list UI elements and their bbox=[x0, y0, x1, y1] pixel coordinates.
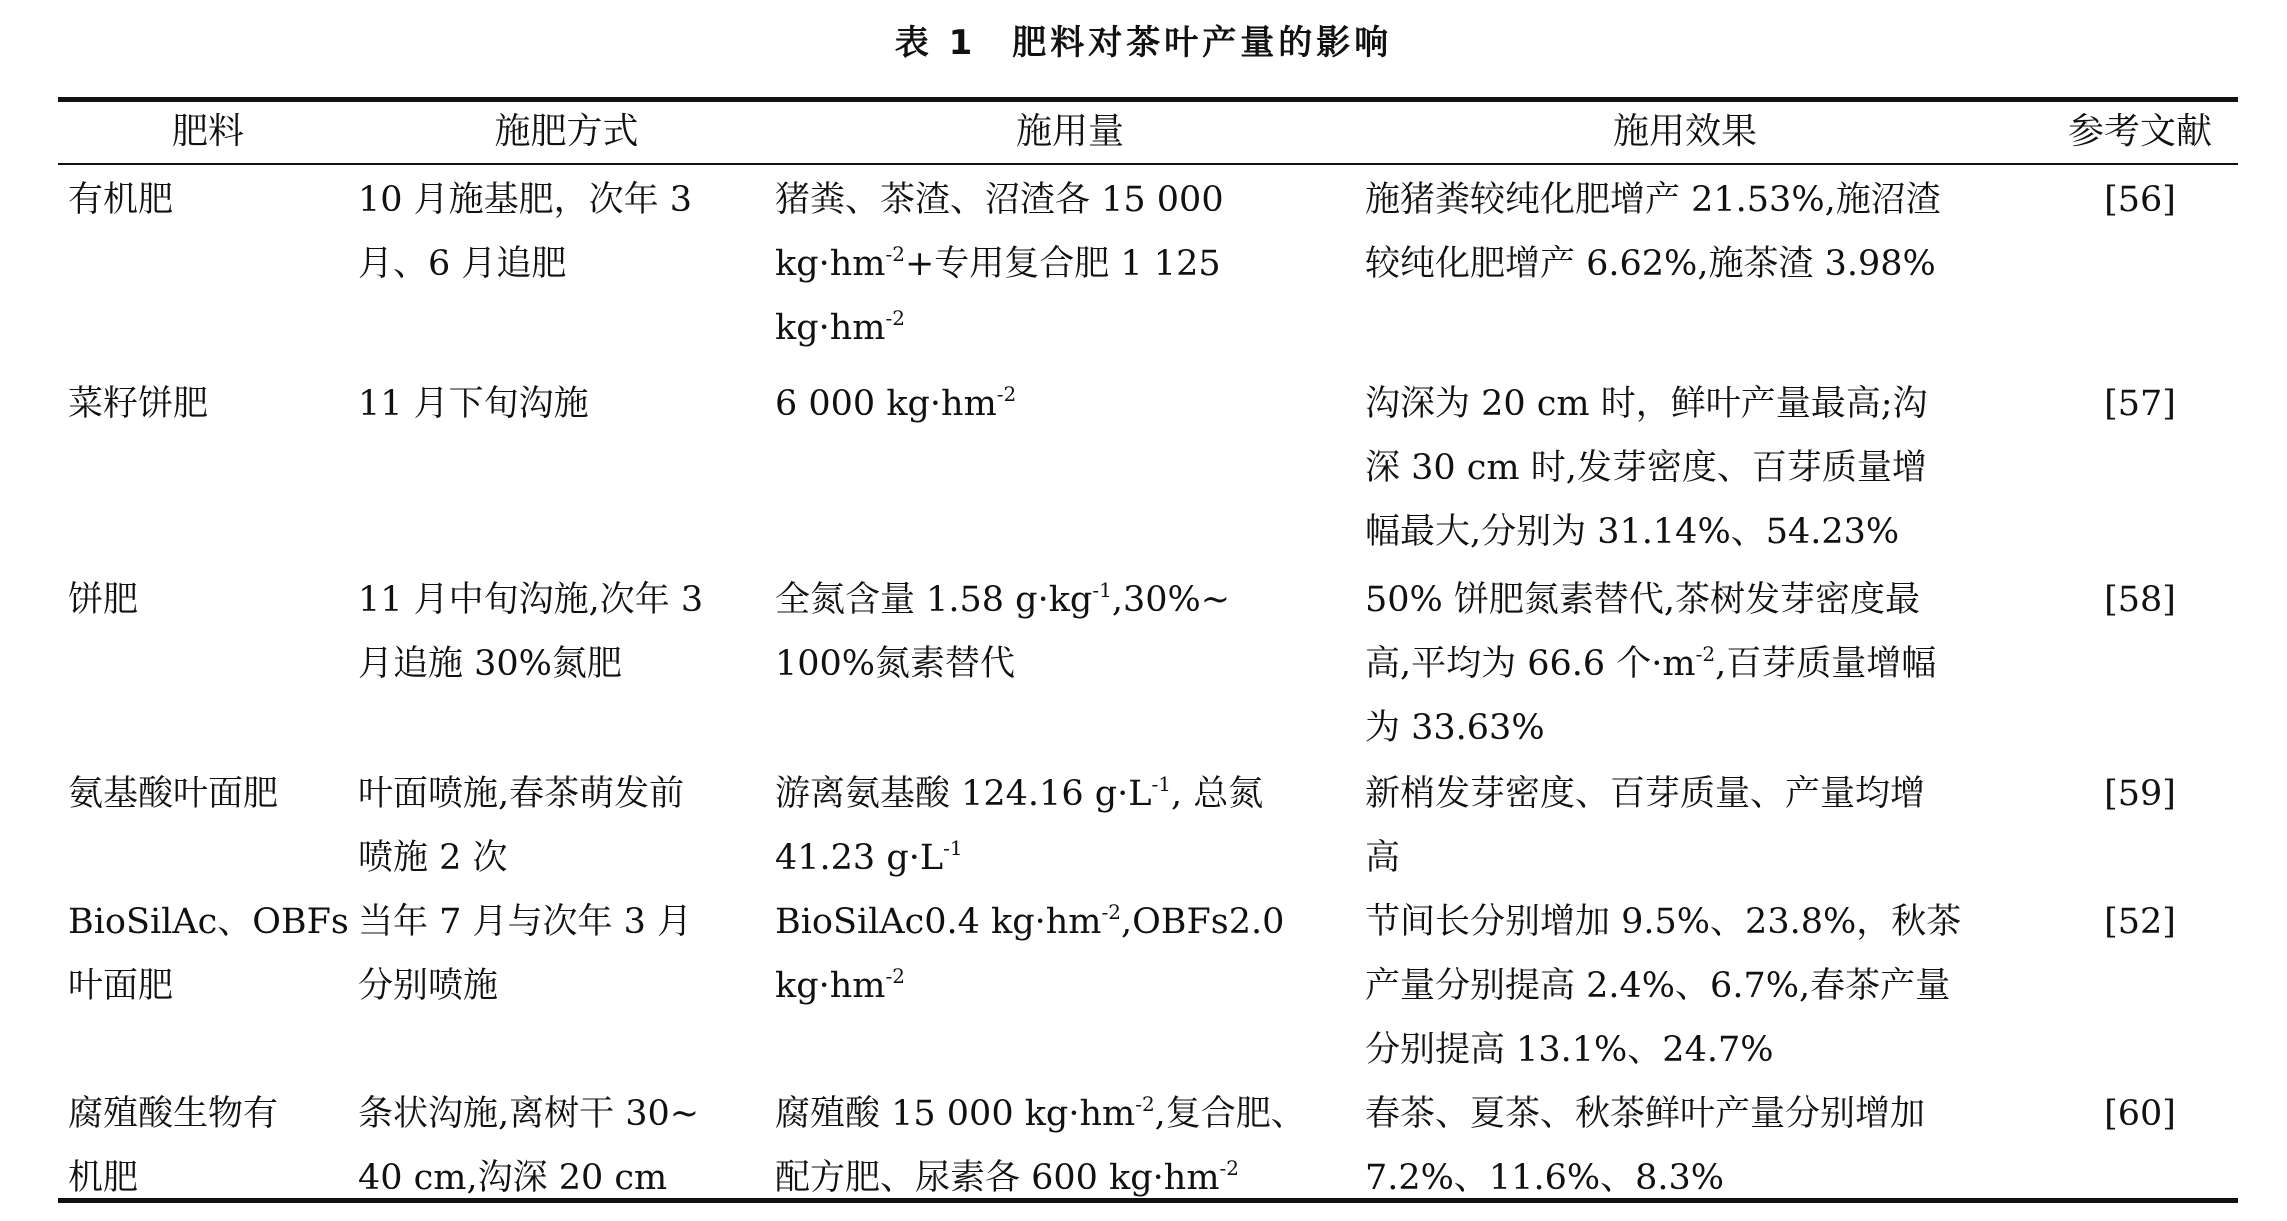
cell-line: 高,平均为 66.6 个$\cdot m^{-2}$,百芽质量增幅 bbox=[1365, 642, 1937, 684]
cell-fertilizer bbox=[68, 762, 278, 826]
cell-line: 当年 7 月与次年 3 月 bbox=[358, 902, 693, 942]
cell-reference: [57] bbox=[2104, 384, 2176, 424]
cell-line: 叶面喷施,春茶萌发前 bbox=[358, 774, 685, 814]
cell-line: 高 bbox=[1365, 838, 1401, 878]
header-fertilizer: 肥料 bbox=[171, 111, 244, 152]
cell-line: $kg\cdot hm^{-2}$ bbox=[775, 964, 905, 1006]
cell-line: 月、6 月追肥 bbox=[358, 244, 567, 284]
cell-line: 机肥 bbox=[68, 1158, 139, 1198]
superscript-unit: -1 bbox=[1151, 772, 1171, 796]
cell-line: 7.2%、11.6%、8.3% bbox=[1365, 1158, 1725, 1198]
superscript-unit: -2 bbox=[996, 382, 1017, 406]
cell-amount bbox=[775, 890, 1284, 1018]
cell-method bbox=[358, 568, 703, 696]
cell-line: 50% 饼肥氮素替代,茶树发芽密度最 bbox=[1365, 580, 1921, 620]
table-title: 肥料对茶叶产量的影响 bbox=[1012, 23, 1393, 63]
cell-line: 腐殖酸 15 000 $kg\cdot hm^{-2}$,复合肥、 bbox=[775, 1092, 1306, 1134]
cell-method bbox=[358, 1082, 699, 1210]
cell-effect bbox=[1365, 568, 1936, 760]
header-effect: 施用效果 bbox=[1612, 111, 1757, 152]
header-amount: 施用量 bbox=[1015, 111, 1124, 152]
cell-line: 沟深为 20 cm 时，鲜叶产量最高;沟 bbox=[1365, 384, 1928, 424]
cell-line: 有机肥 bbox=[68, 180, 174, 220]
cell-line: 分别提高 13.1%、24.7% bbox=[1365, 1030, 1774, 1070]
superscript-unit: -2 bbox=[1101, 900, 1121, 924]
cell-reference: [56] bbox=[2104, 180, 2176, 220]
cell-effect bbox=[1365, 1082, 1925, 1210]
cell-line: 喷施 2 次 bbox=[358, 838, 508, 878]
cell-effect bbox=[1365, 372, 1928, 564]
superscript-unit: -2 bbox=[885, 306, 905, 330]
cell-line: 春茶、夏茶、秋茶鲜叶产量分别增加 bbox=[1365, 1094, 1926, 1134]
cell-line: 40 cm,沟深 20 cm bbox=[358, 1158, 668, 1198]
cell-line: 饼肥 bbox=[68, 580, 139, 620]
cell-line: 猪粪、茶渣、沼渣各 15 000 bbox=[775, 180, 1224, 220]
cell-effect bbox=[1365, 762, 1925, 890]
superscript-unit: -2 bbox=[1695, 642, 1716, 666]
cell-line: 10 月施基肥，次年 3 bbox=[358, 180, 693, 220]
cell-line: 施猪粪较纯化肥增产 21.53%,施沼渣 bbox=[1365, 180, 1941, 220]
cell-line: 幅最大,分别为 31.14%、54.23% bbox=[1365, 512, 1900, 552]
cell-fertilizer bbox=[68, 890, 349, 1018]
cell-amount bbox=[775, 762, 1263, 890]
cell-line: 节间长分别增加 9.5%、23.8%，秋茶 bbox=[1365, 902, 1962, 942]
cell-line: 腐殖酸生物有 bbox=[68, 1094, 279, 1134]
cell-line: 为 33.63% bbox=[1365, 708, 1545, 748]
cell-effect bbox=[1365, 168, 1941, 296]
cell-line: 条状沟施,离树干 30~ bbox=[358, 1094, 700, 1134]
cell-line: 游离氨基酸 124.16 $g\cdot L^{-1}$, 总氮 bbox=[775, 772, 1264, 814]
cell-fertilizer bbox=[68, 1082, 278, 1210]
cell-reference: [58] bbox=[2104, 580, 2176, 620]
cell-fertilizer bbox=[68, 568, 138, 632]
cell-line: 较纯化肥增产 6.62%,施茶渣 3.98% bbox=[1365, 244, 1936, 284]
cell-line: 氨基酸叶面肥 bbox=[68, 774, 279, 814]
cell-method bbox=[358, 372, 589, 436]
cell-line: 全氮含量 1.58 $g\cdot kg^{-1},30\%\sim$ bbox=[775, 578, 1231, 620]
cell-amount bbox=[775, 168, 1224, 360]
cell-reference: [52] bbox=[2104, 902, 2176, 942]
cell-line: 菜籽饼肥 bbox=[68, 384, 209, 424]
header-method: 施肥方式 bbox=[494, 111, 639, 152]
cell-line: $kg\cdot hm^{-2}$ bbox=[775, 306, 905, 348]
cell-amount bbox=[775, 372, 1016, 436]
cell-method bbox=[358, 890, 692, 1018]
cell-amount bbox=[775, 568, 1230, 696]
cell-method bbox=[358, 168, 692, 296]
superscript-unit: -2 bbox=[1135, 1092, 1155, 1116]
cell-method bbox=[358, 762, 684, 890]
cell-fertilizer bbox=[68, 372, 208, 436]
cell-reference: [59] bbox=[2104, 774, 2176, 814]
table-header-rule bbox=[58, 163, 2238, 165]
cell-line: 分别喷施 bbox=[358, 966, 499, 1006]
cell-effect bbox=[1365, 890, 1961, 1082]
superscript-unit: -2 bbox=[885, 964, 905, 988]
cell-line: 月追施 30%氮肥 bbox=[358, 644, 622, 684]
superscript-unit: -1 bbox=[1092, 578, 1112, 602]
cell-line: 11 月下旬沟施 bbox=[358, 384, 589, 424]
cell-line: 6 000 $kg\cdot hm^{-2}$ bbox=[775, 382, 1017, 424]
cell-line: 新梢发芽密度、百芽质量、产量均增 bbox=[1365, 774, 1926, 814]
table-bottom-rule bbox=[58, 1198, 2238, 1203]
cell-line: 深 30 cm 时,发芽密度、百芽质量增 bbox=[1365, 448, 1927, 488]
cell-line: BioSilAc0.4 $kg\cdot hm^{-2},OBFs2.0$ bbox=[775, 900, 1285, 942]
cell-reference: [60] bbox=[2104, 1094, 2176, 1134]
superscript-unit: -2 bbox=[885, 242, 905, 266]
cell-line: $kg\cdot hm^{-2}+$专用复合肥 1 125 bbox=[775, 242, 1221, 284]
cell-line: 100%氮素替代 bbox=[775, 644, 1016, 684]
cell-amount bbox=[775, 1082, 1306, 1210]
table-number: 表 1 bbox=[894, 23, 977, 63]
cell-line: 产量分别提高 2.4%、6.7%,春茶产量 bbox=[1365, 966, 1951, 1006]
superscript-unit: -1 bbox=[943, 836, 963, 860]
cell-line: 配方肥、尿素各 600 $kg\cdot hm^{-2}$ bbox=[775, 1156, 1240, 1198]
superscript-unit: -2 bbox=[1219, 1156, 1240, 1180]
cell-line: 11 月中旬沟施,次年 3 bbox=[358, 580, 704, 620]
header-reference: 参考文献 bbox=[2067, 111, 2212, 152]
cell-line: BioSilAc、OBFs bbox=[68, 902, 349, 942]
cell-fertilizer bbox=[68, 168, 173, 232]
table-caption bbox=[0, 18, 2287, 68]
cell-line: 叶面肥 bbox=[68, 966, 174, 1006]
cell-line: 41.23 $g\cdot L^{-1}$ bbox=[775, 836, 963, 878]
